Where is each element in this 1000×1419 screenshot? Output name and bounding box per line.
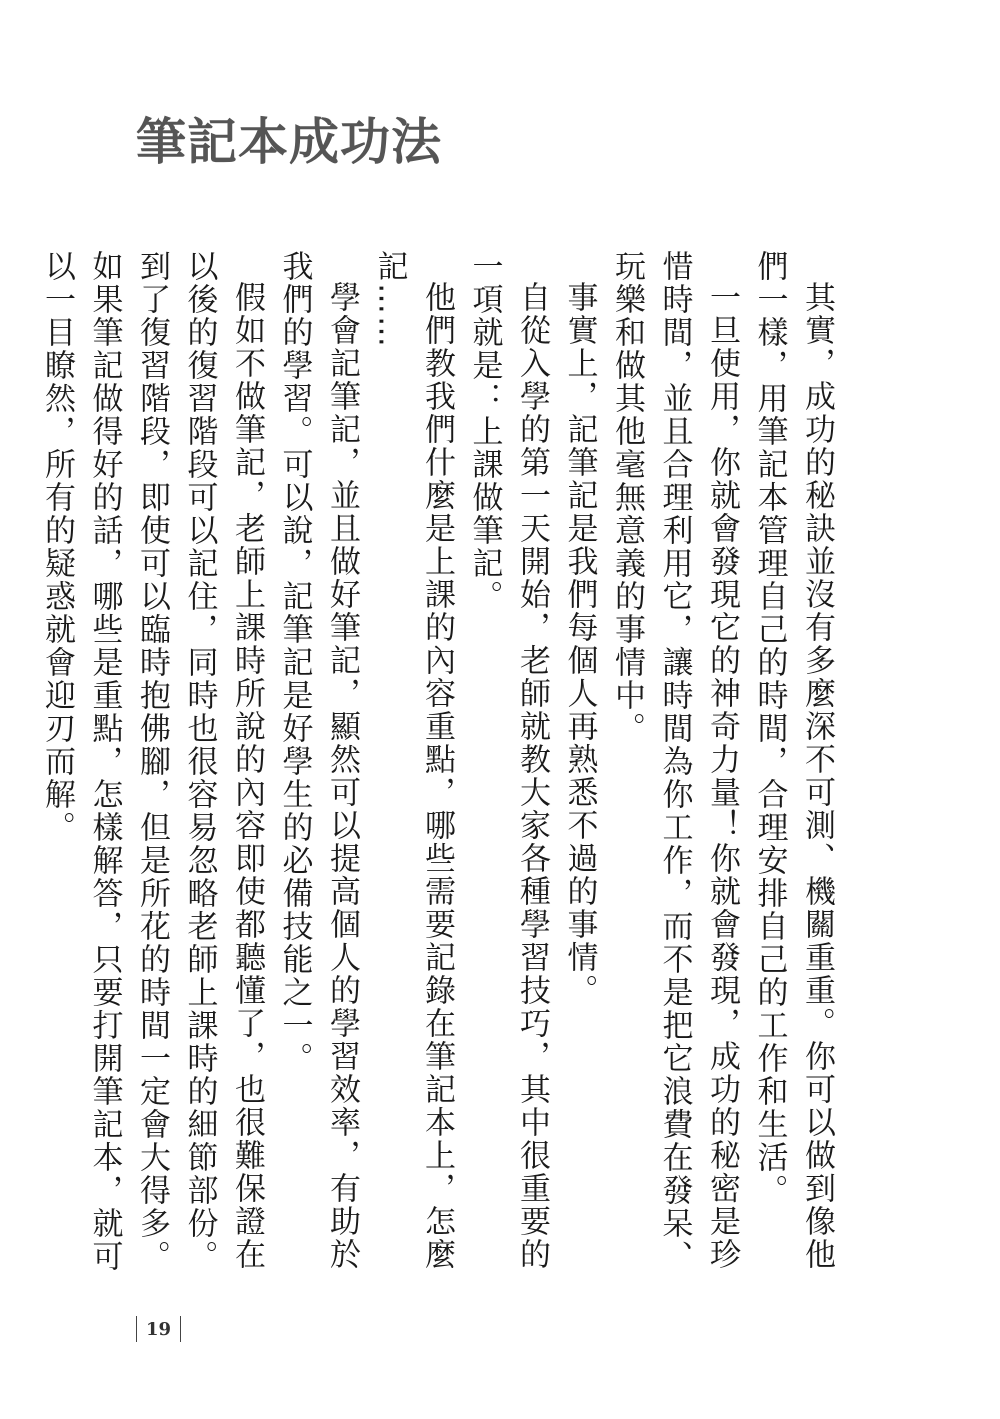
paragraph: 事實上，記筆記是我們每個人再熟悉不過的事情。 (561, 281, 598, 1007)
paragraph: 一旦使用，你就會發現它的神奇力量！你就會發現，成功的秘密是珍惜時間，並且合理利用它，讓時間為你工作，而不是把它浪費在發呆、玩樂和做其他毫無意義的事情中。 (609, 250, 740, 1273)
paragraph: 自從入學的第一天開始，老師就教大家各種學習技巧，其中很重要的一項就是：上課做筆記。 (466, 250, 550, 1271)
paragraph: 學會記筆記，並且做好筆記，顯然可以提高個人的學習效率，有助於我們的學習。可以說，記筆記是好學生的必備技能之一。 (276, 250, 360, 1271)
body-text (33, 250, 841, 1290)
paragraph: 假如不做筆記，老師上課時所說的內容即使都聽懂了，也很難保證在以後的復習階段可以記住，同時也很容易忽略老師上課時的細節部份。到了復習階段，即使可以臨時抱佛腳，但是所花的時間一定會大得多。如果筆記做得好的話，哪些是重點，怎樣解答，只要打開筆記本，就可以一目瞭然，所有的疑惑就會迎刃而解。 (39, 250, 265, 1273)
folio-divider-right (180, 1316, 181, 1342)
paragraph: 他們教我們什麼是上課的內容重點，哪些需要記錄在筆記本上，怎麼記…… (371, 250, 455, 1271)
paragraph: 其實，成功的秘訣並沒有多麼深不可測、機關重重。你可以做到像他們一樣，用筆記本管理自己的時間，合理安排自己的工作和生活。 (751, 250, 835, 1271)
page-title: 筆記本成功法 (136, 113, 442, 171)
page-folio (136, 1316, 181, 1342)
page-number: 19 (146, 1318, 172, 1340)
